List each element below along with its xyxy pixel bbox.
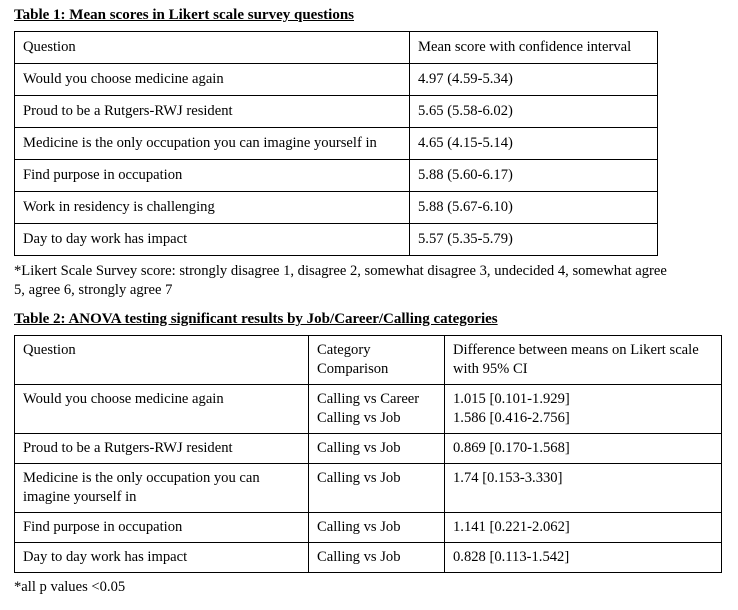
footnote-line: 5, agree 6, strongly agree 7 [14, 281, 173, 298]
category-comparison-cell [309, 434, 445, 464]
score-cell: 4.65 (4.15-5.14) [410, 128, 658, 160]
category-comparison-cell [309, 543, 445, 573]
question-cell: Find purpose in occupation [15, 160, 410, 192]
table-row [15, 434, 722, 464]
difference-cell [445, 513, 722, 543]
table-row [15, 464, 722, 513]
difference-line: 0.869 [0.170-1.568] [453, 440, 570, 456]
table-row [15, 96, 658, 128]
category-comparison-cell [309, 385, 445, 434]
question-cell: Would you choose medicine again [15, 385, 309, 434]
comparison-line: Calling vs Job [317, 440, 401, 456]
score-cell: 5.88 (5.60-6.17) [410, 160, 658, 192]
comparison-line: Calling vs Job [317, 470, 401, 486]
table-row [15, 160, 658, 192]
question-cell: Find purpose in occupation [15, 513, 309, 543]
score-cell: 4.97 (4.59-5.34) [410, 64, 658, 96]
comparison-line: Calling vs Job [317, 549, 401, 565]
table-row [15, 513, 722, 543]
category-comparison-cell [309, 513, 445, 543]
table-row [15, 192, 658, 224]
table-row [15, 64, 658, 96]
difference-cell [445, 434, 722, 464]
category-comparison-cell [309, 464, 445, 513]
table-row [15, 543, 722, 573]
difference-cell [445, 464, 722, 513]
score-cell: 5.57 (5.35-5.79) [410, 224, 658, 256]
table1-header-score: Mean score with confidence interval [410, 32, 658, 64]
table2-header-difference: Difference between means on Likert scale with 95% CI [445, 336, 722, 385]
table-row [15, 385, 722, 434]
table1-title: Table 1: Mean scores in Likert scale survey questions [14, 7, 354, 23]
question-cell: Medicine is the only occupation you can imagine yourself in [15, 464, 309, 513]
table2-header-row [15, 336, 722, 385]
difference-line: 1.141 [0.221-2.062] [453, 519, 570, 535]
question-cell: Would you choose medicine again [15, 64, 410, 96]
difference-cell [445, 543, 722, 573]
question-cell: Work in residency is challenging [15, 192, 410, 224]
table1-header-row [15, 32, 658, 64]
difference-line: 1.74 [0.153-3.330] [453, 470, 563, 486]
comparison-line: Calling vs Career [317, 391, 420, 407]
question-cell: Proud to be a Rutgers-RWJ resident [15, 96, 410, 128]
difference-line: 0.828 [0.113-1.542] [453, 549, 570, 565]
table1-footnote [14, 262, 738, 299]
table1 [14, 31, 658, 256]
score-cell: 5.88 (5.67-6.10) [410, 192, 658, 224]
table2-header-category: Category Comparison [309, 336, 445, 385]
table2-footnote: *all p values <0.05 [14, 579, 126, 595]
difference-line: 1.586 [0.416-2.756] [453, 410, 570, 426]
table-row [15, 128, 658, 160]
difference-line: 1.015 [0.101-1.929] [453, 391, 570, 407]
table2-title: Table 2: ANOVA testing significant results by Job/Career/Calling categories [14, 311, 498, 327]
table2-header-question: Question [15, 336, 309, 385]
question-cell: Day to day work has impact [15, 224, 410, 256]
question-cell: Proud to be a Rutgers-RWJ resident [15, 434, 309, 464]
question-cell: Medicine is the only occupation you can imagine yourself in [15, 128, 410, 160]
table2 [14, 335, 722, 573]
table-row [15, 224, 658, 256]
question-cell: Day to day work has impact [15, 543, 309, 573]
comparison-line: Calling vs Job [317, 410, 401, 426]
difference-cell [445, 385, 722, 434]
comparison-line: Calling vs Job [317, 519, 401, 535]
footnote-line: *Likert Scale Survey score: strongly disagree 1, disagree 2, somewhat disagree 3, undecided 4, somewhat agree [14, 263, 667, 279]
table1-header-question: Question [15, 32, 410, 64]
score-cell: 5.65 (5.58-6.02) [410, 96, 658, 128]
